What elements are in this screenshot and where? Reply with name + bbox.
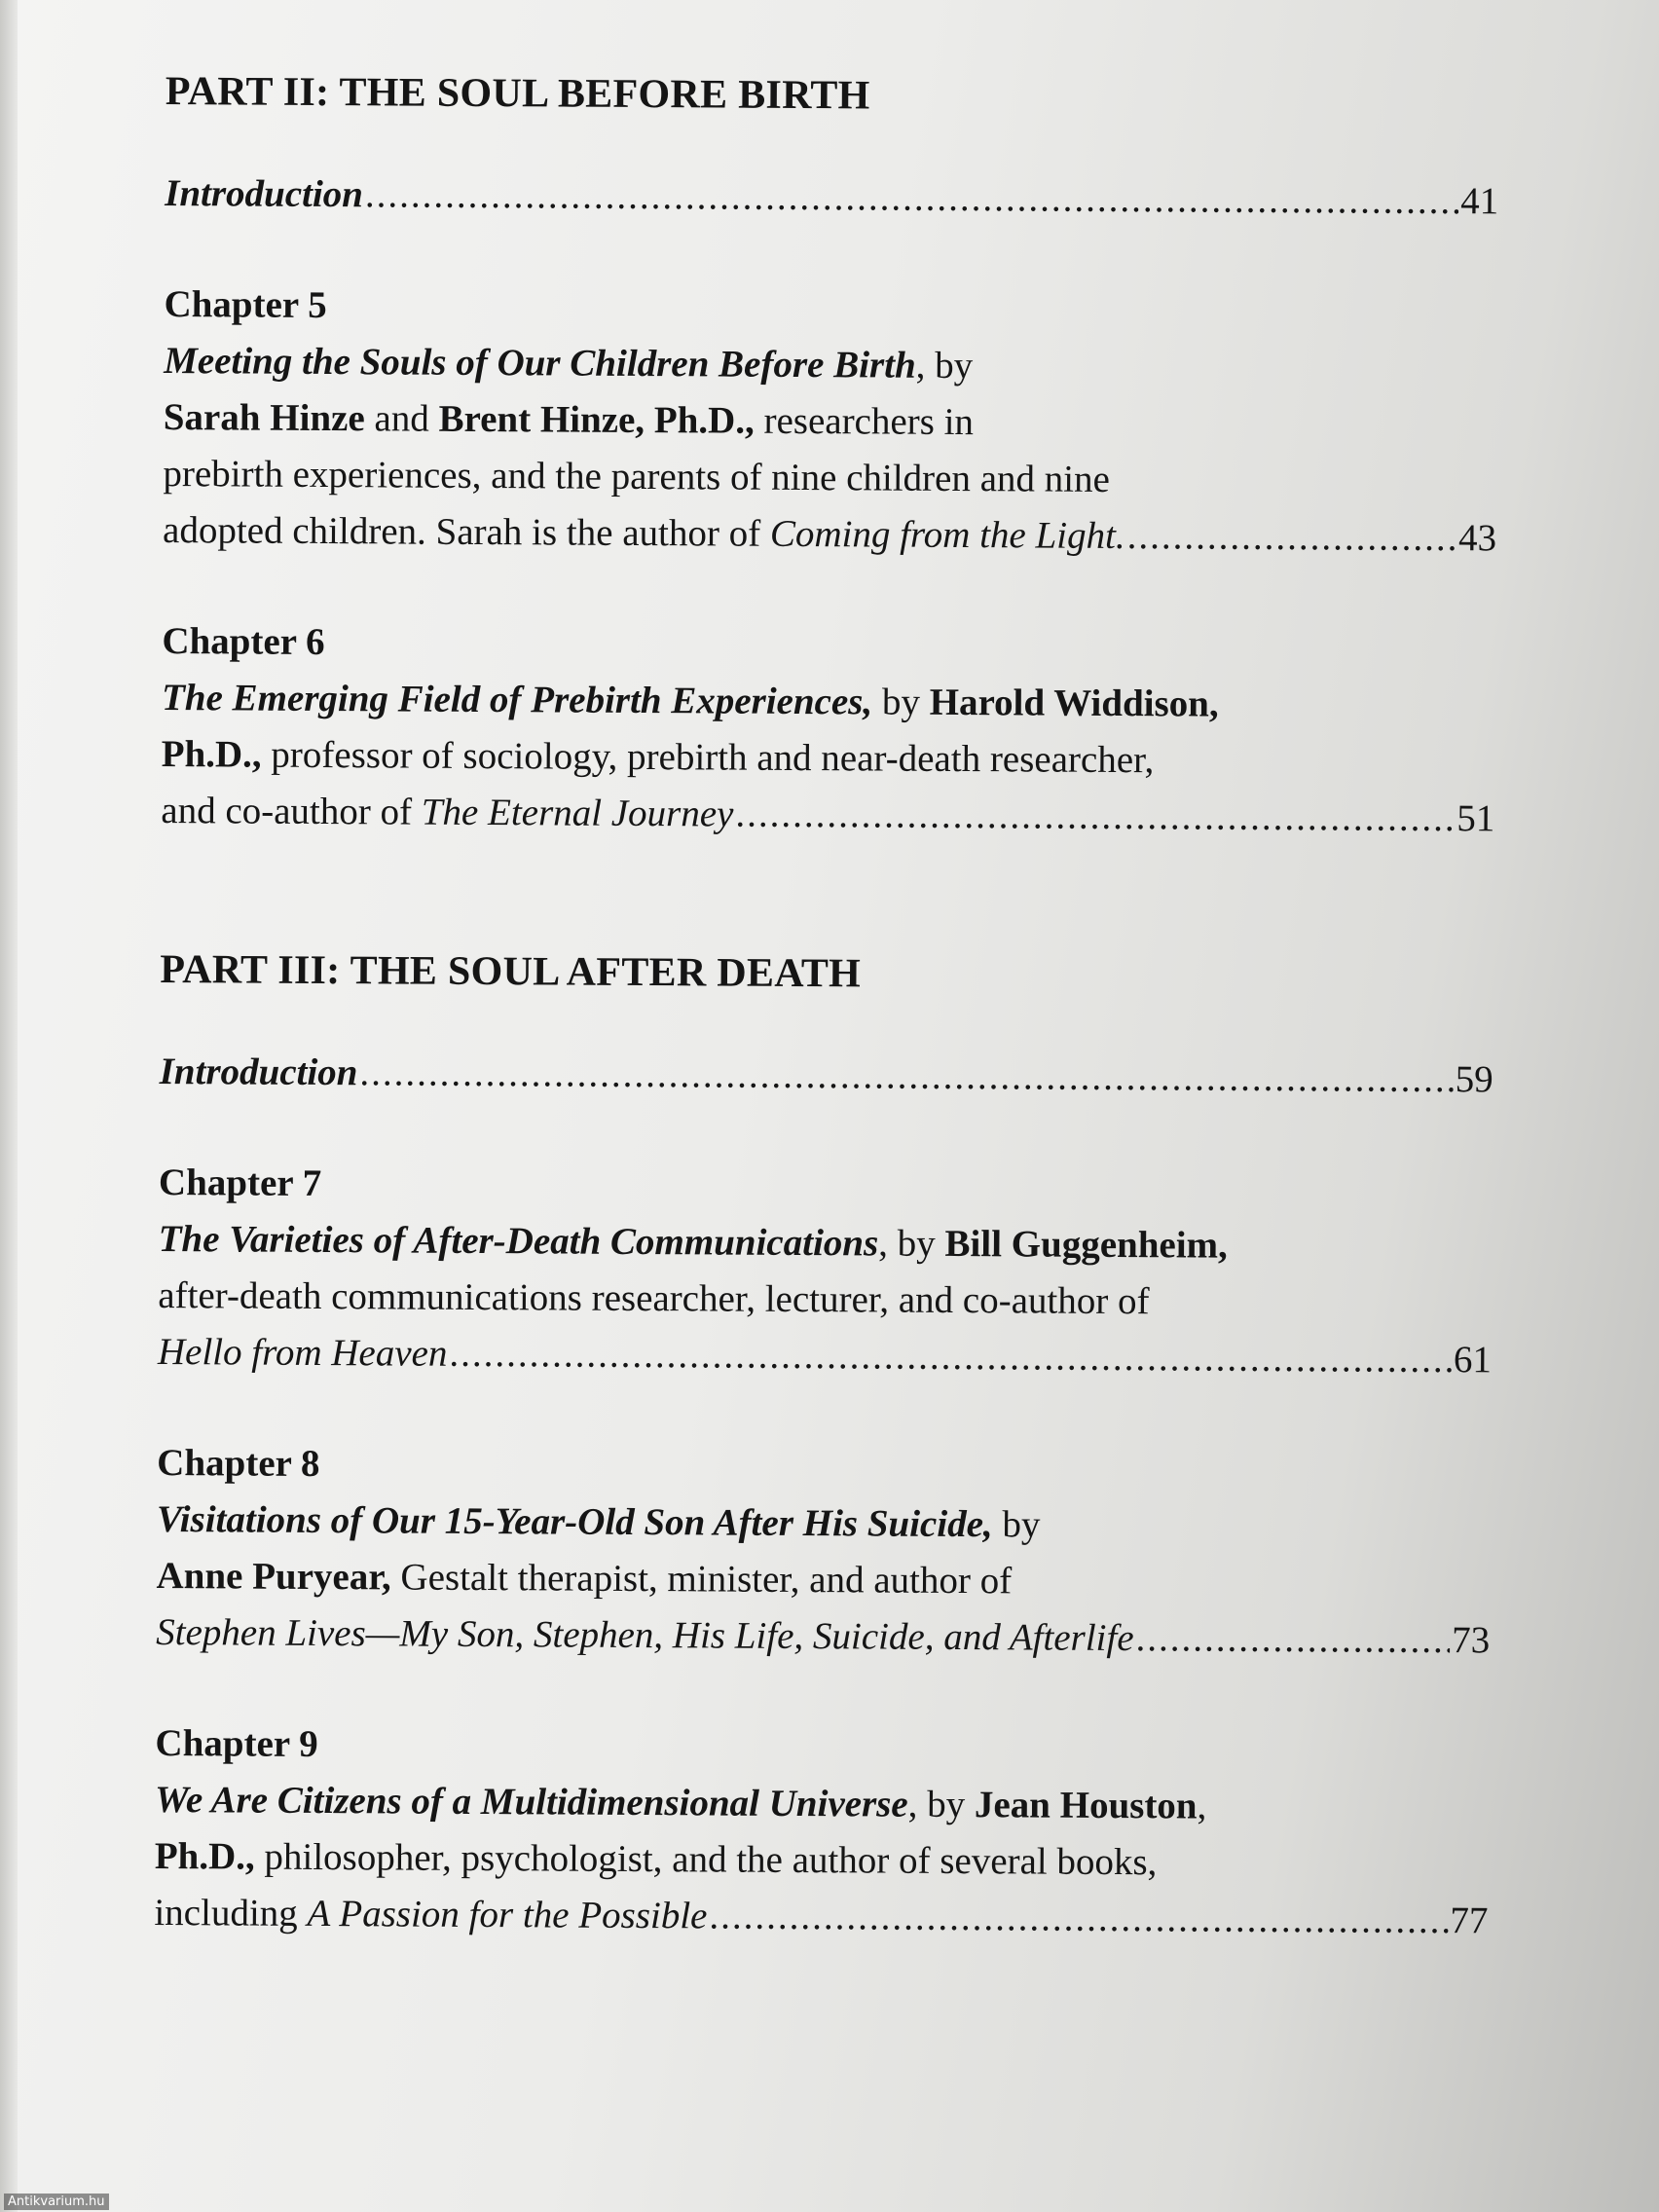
author-name: Bill Guggenheim, [944, 1222, 1228, 1267]
chapter-title: We Are Citizens of a Multidimensional Universe [155, 1778, 908, 1825]
dot-leader [709, 1888, 1448, 1949]
author-description: philosopher, psychologist, and the author of several books, [254, 1835, 1158, 1884]
part-2-section [161, 68, 1499, 847]
toc-page [154, 68, 1499, 1949]
dot-leader [359, 1045, 1454, 1108]
chapter-last-line [158, 1324, 1492, 1388]
book-title: Coming from the Light [769, 512, 1117, 557]
author-description: professor of sociology, prebirth and near-death researcher, [261, 733, 1155, 782]
book-title: The Eternal Journey [421, 791, 734, 835]
author-name: Harold Widdison, [929, 681, 1219, 725]
author-name: Jean Houston [974, 1784, 1198, 1827]
chapter-line: after-death communications researcher, lecturer, and co-author of [158, 1273, 1150, 1323]
part-heading: PART II: THE SOUL BEFORE BIRTH [165, 68, 870, 119]
by-text: , by [907, 1783, 976, 1826]
dot-leader [735, 787, 1455, 848]
chapter-line [164, 333, 1497, 397]
chapter-line [162, 670, 1495, 734]
chapter-line [162, 726, 1495, 791]
entry-title: Introduction [159, 1050, 358, 1094]
chapter-label: Chapter 9 [155, 1721, 318, 1765]
page-edge [0, 0, 18, 2212]
dot-leader [449, 1326, 1452, 1388]
watermark: Antikvarium.hu [4, 2194, 109, 2210]
by-text: , by [915, 344, 974, 387]
dot-leader [1126, 508, 1456, 567]
dot-leader [365, 166, 1459, 230]
chapter-title: The Emerging Field of Prebirth Experiences, [161, 676, 873, 723]
toc-entry-chapter-5[interactable] [163, 276, 1498, 567]
description-text: adopted children. Sarah is the author of Coming from the Light. [162, 508, 1125, 558]
conjunction-text: and [364, 397, 439, 440]
author-name: Anne Puryear, [156, 1554, 391, 1599]
toc-entry-introduction[interactable] [165, 166, 1498, 230]
dot-leader [1135, 1610, 1450, 1669]
chapter-line [164, 389, 1497, 454]
chapter-line: prebirth experiences, and the parents of nine children and nine [163, 452, 1111, 500]
toc-entry-chapter-9[interactable] [154, 1715, 1489, 1949]
description-text: including A Passion for the Possible [154, 1891, 708, 1937]
chapter-title: Visitations of Our 15-Year-Old Son After His Suicide, [156, 1497, 993, 1546]
toc-entry-introduction[interactable] [160, 1044, 1493, 1108]
chapter-line [158, 1211, 1492, 1275]
by-text: , by [878, 1222, 945, 1265]
chapter-last-line [163, 502, 1496, 567]
toc-entry-chapter-7[interactable] [158, 1155, 1493, 1388]
chapter-label: Chapter 5 [164, 282, 327, 327]
chapter-last-line [154, 1885, 1488, 1949]
book-title: Stephen Lives—My Son, Stephen, His Life, Suicide, and Afterlife [156, 1610, 1134, 1660]
author-credential: Ph.D., [161, 732, 262, 776]
book-title: Hello from Heaven [157, 1330, 448, 1375]
by-text: by [872, 681, 930, 723]
chapter-label: Chapter 7 [158, 1161, 322, 1204]
author-name: Sarah Hinze [163, 395, 365, 440]
description-text: and co-author of The Eternal Journey [161, 789, 734, 835]
page-number: 59 [1455, 1058, 1493, 1101]
chapter-last-line [161, 783, 1494, 847]
page-number: 73 [1452, 1619, 1491, 1662]
toc-entry-chapter-6[interactable] [161, 613, 1495, 847]
page-number: 41 [1460, 180, 1499, 223]
author-description: researchers in [754, 399, 975, 444]
part-3-section [154, 946, 1493, 1949]
author-credential: Ph.D., [154, 1834, 255, 1878]
book-title: A Passion for the Possible [307, 1892, 708, 1937]
chapter-line: We Are Citizens of a Multidimensional Universe, by Jean Houston, [155, 1778, 1207, 1827]
chapter-title: Meeting the Souls of Our Children Before Birth [164, 339, 916, 387]
page-number: 77 [1450, 1899, 1489, 1942]
chapter-title: The Varieties of After-Death Communications [158, 1217, 879, 1265]
chapter-line [155, 1828, 1489, 1893]
by-text: by [992, 1503, 1041, 1546]
part-heading: PART III: THE SOUL AFTER DEATH [160, 946, 862, 997]
entry-title: Introduction [165, 171, 364, 216]
chapter-label: Chapter 8 [157, 1441, 320, 1485]
page-number: 61 [1453, 1339, 1493, 1382]
author-name: Brent Hinze, Ph.D., [438, 397, 755, 442]
toc-entry-chapter-8[interactable] [156, 1435, 1491, 1669]
page-number: 43 [1457, 517, 1497, 560]
chapter-last-line [156, 1604, 1490, 1669]
chapter-label: Chapter 6 [162, 619, 325, 664]
page-number: 51 [1456, 797, 1495, 840]
author-description: Gestalt therapist, minister, and author of [390, 1556, 1013, 1603]
chapter-line [156, 1548, 1490, 1612]
chapter-line [157, 1492, 1491, 1556]
